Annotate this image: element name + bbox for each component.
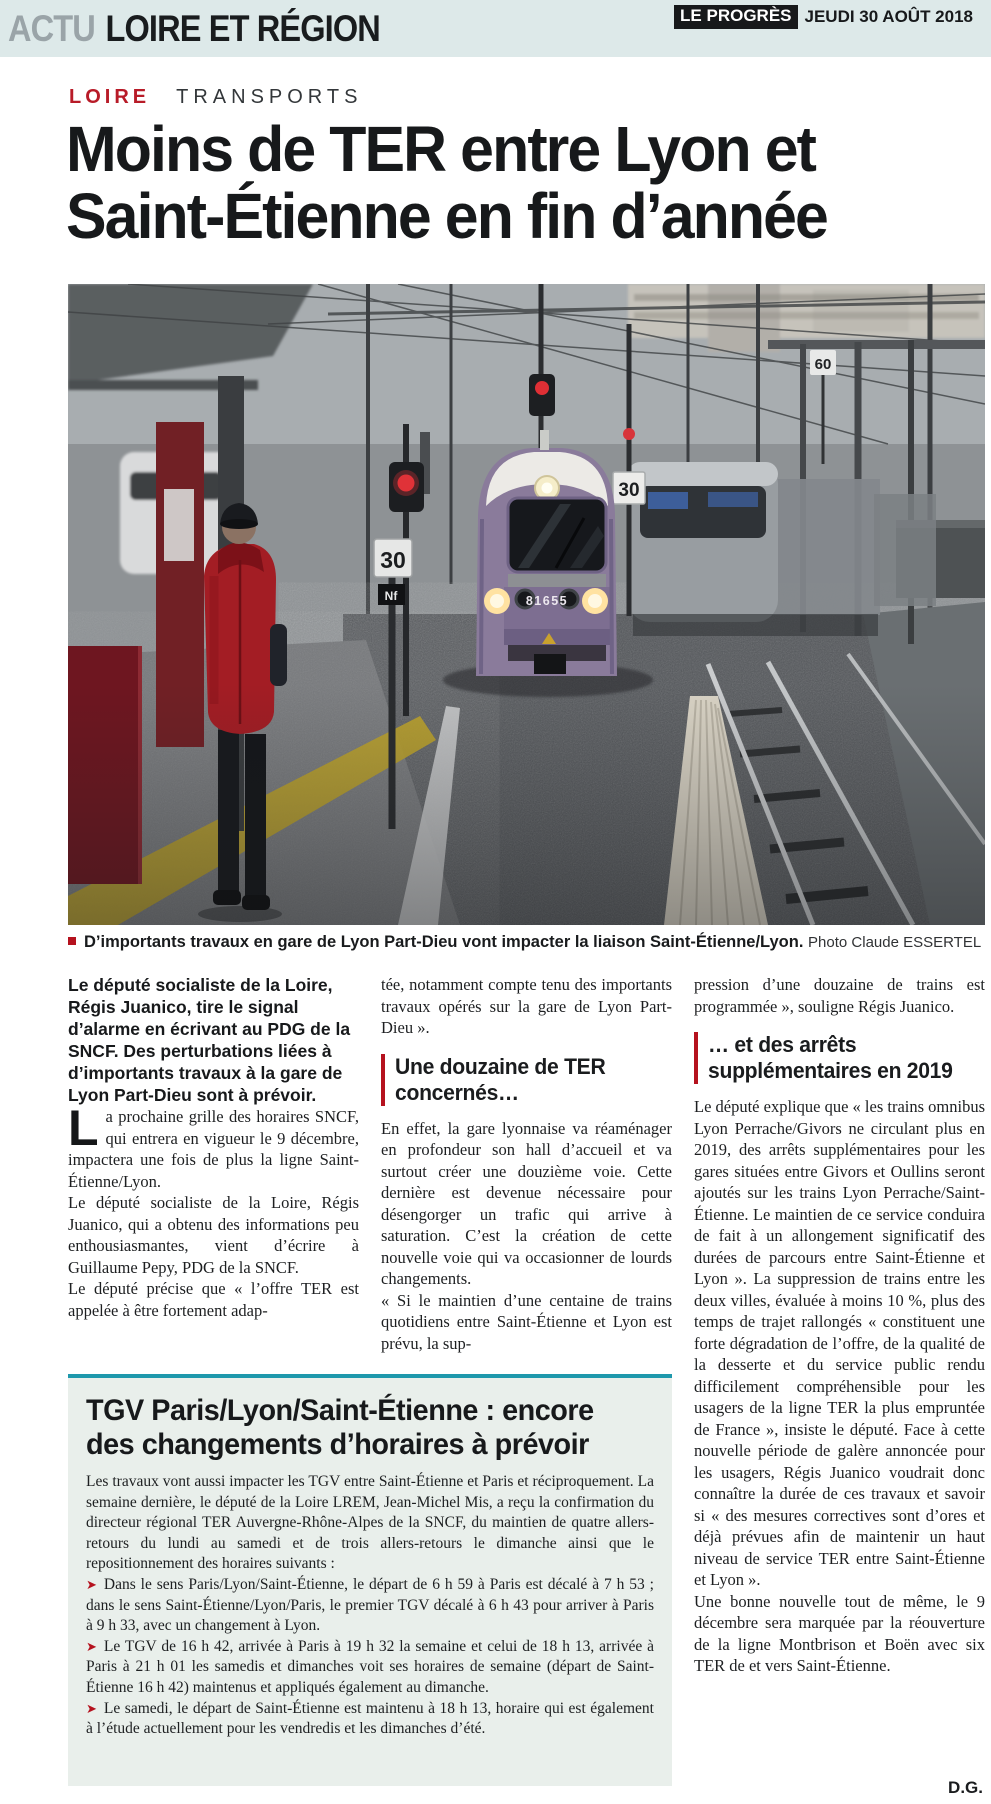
section-title	[8, 9, 380, 49]
body-paragraph: Le député socialiste de la Loire, Régis Juanico, qui a obtenu des informations peu enthousiasmantes, vient d’écrire à Guillaume Pepy, PDG de la SNCF.	[68, 1193, 359, 1277]
subhead-arrets-2019	[694, 1032, 985, 1084]
body-paragraph: tée, notamment compte tenu des importants travaux opérés sur la gare de Lyon Part-Dieu ».	[381, 975, 672, 1037]
article-column-2	[381, 974, 672, 1372]
headline	[66, 113, 867, 252]
newspaper-brand: LE PROGRÈS	[674, 5, 797, 29]
bullet-text: Dans le sens Paris/Lyon/Saint-Étienne, le départ de 6 h 59 à Paris est décalé à 7 h 53 ; dans le sens Saint-Étienne/Lyon/Paris, le premier TGV décalé à 6 h 43 pour arriver à Paris à 9 h 33, avec un changement à Lyon.	[86, 1575, 654, 1635]
bullet-text: Le TGV de 16 h 42, arrivée à Paris à 19 h 32 la semaine et celui de 18 h 13, arrivée à Paris à 21 h 01 les samedis et dimanches voit ses horaires de semaine (départ de Saint-Étienne 16 h 42) maintenus et appliqués également au dimanche.	[86, 1637, 654, 1696]
masthead	[674, 5, 973, 29]
box-bullet	[86, 1699, 654, 1740]
body-paragraph: pression d’une douzaine de trains est programmée », souligne Régis Juanico.	[694, 975, 985, 1016]
body-paragraph: Le député explique que « les trains omnibus Lyon Perrache/Givors ne circulant plus en 2019, des arrêts supplémentaires pour les gares situées entre Givors et Oullins seront ajoutés sur les trains Lyon Perrache/Saint-Étienne. Le maintien de ce service conduira de fait à un allongement significatif des durées de parcours entre Saint-Étienne et Lyon ». La suppression de trains entre les deux villes, évaluée à moins 10 %, plus des temps de trajet rallongés « constituent une forte dégradation de l’offre, de la qualité de la desserte et du service public rendu difficilement compréhensible pour les usagers de la ligne TER la plus empruntée de France », insiste le député. Face à cette nouvelle période de galère annoncée pour les usagers, Régis Juanico voudrait donc connaître la durée de ces travaux et savoir si « des mesures correctives sont d’ores et déjà prévues afin de maintenir un haut niveau de service TER entre Saint-Étienne et Lyon ».	[694, 1097, 985, 1589]
bullet-arrow-icon: ➤	[86, 1576, 97, 1592]
box-intro-paragraph: Les travaux vont aussi impacter les TGV entre Saint-Étienne et Paris et réciproquement. La semaine dernière, le député de la Loire LREM, Jean-Michel Mis, a reçu la confirmation du directeur régional TER Auvergne-Rhône-Alpes de la SNCF, du maintien de quatre allers-retours du lundi au samedi et de trois allers-retours le dimanche ainsi que le repositionnement des horaires suivants :	[86, 1473, 654, 1573]
body-paragraph: Le député précise que « l’offre TER est appelée à être fortement adap-	[68, 1279, 359, 1320]
kicker-topic: TRANSPORTS	[176, 86, 363, 108]
article-kicker	[69, 86, 362, 109]
section-name: LOIRE ET RÉGION	[105, 8, 380, 49]
kicker-department: LOIRE	[69, 86, 151, 108]
photo-credit: Photo Claude ESSERTEL	[808, 934, 982, 951]
subhead-douzaine-ter	[381, 1054, 672, 1106]
body-paragraph: En effet, la gare lyonnaise va réaménager en profondeur son hall d’accueil et va surtout créer une douzième voie. Cette dernière est devenue nécessaire pour désengorger un trafic qui arrive à saturation. C’est la création de cette nouvelle voie qui va occasionner de lourds changements.	[381, 1118, 672, 1288]
train-number-label: 81655	[525, 594, 569, 608]
box-bullet	[86, 1637, 654, 1699]
body-paragraph: Une bonne nouvelle tout de même, le 9 décembre sera marquée par la réouverture de la ligne Montbrison et Boën avec six TER de et vers Saint-Étienne.	[694, 1591, 985, 1675]
nf-sign-label: Nf	[384, 589, 398, 603]
box-title-line: TGV Paris/Lyon/Saint-Étienne : encore	[86, 1394, 594, 1427]
edition-date: JEUDI 30 AOÛT 2018	[804, 7, 973, 26]
bullet-arrow-icon: ➤	[86, 1700, 97, 1716]
speed-sign-right-label: 30	[618, 480, 640, 501]
tgv-sidebar-box	[68, 1374, 672, 1786]
box-bullet	[86, 1575, 654, 1637]
caption-text: D’importants travaux en gare de Lyon Part-Dieu vont impacter la liaison Saint-Étienne/Lyon.	[84, 933, 804, 951]
headline-line-1: Moins de TER entre Lyon et	[66, 113, 815, 185]
subhead-line: supplémentaires en 2019	[708, 1058, 953, 1083]
body-paragraph	[68, 1100, 359, 1192]
box-title-line: des changements d’horaires à prévoir	[86, 1428, 589, 1461]
article-column-1	[68, 974, 359, 1372]
photo-caption	[68, 931, 985, 954]
subhead-line: … et des arrêts	[708, 1032, 857, 1057]
drop-cap: L	[68, 1100, 99, 1156]
paragraph-text: a prochaine grille des horaires SNCF, qui entrera en vigueur le 9 décembre, impactera une fois de plus la ligne Saint-Étienne/Lyon.	[68, 1107, 359, 1191]
article-column-3	[694, 974, 985, 1800]
subhead-line: concernés…	[395, 1079, 519, 1105]
headline-line-2: Saint-Étienne en fin d’année	[66, 180, 827, 252]
bullet-text: Le samedi, le départ de Saint-Étienne est maintenu à 18 h 13, horaire qui est également à l’étude actuellement pour les vendredis et les dimanches d’été.	[86, 1699, 654, 1738]
bullet-arrow-icon: ➤	[86, 1638, 97, 1654]
body-paragraph: « Si le maintien d’une centaine de trains quotidiens entre Saint-Étienne et Lyon est prévu, la sup-	[381, 1290, 672, 1353]
article-photo	[68, 284, 985, 925]
red-signal-light	[398, 475, 415, 492]
subhead-line: Une douzaine de TER	[395, 1053, 606, 1079]
speed-sign-60-label: 60	[814, 356, 832, 373]
section-kicker: ACTU	[8, 8, 95, 49]
speed-sign-left-label: 30	[380, 547, 406, 573]
box-title	[86, 1394, 654, 1462]
author-initials: D.G.	[948, 1777, 983, 1797]
caption-bullet-square	[68, 937, 76, 945]
lead-paragraph: Le député socialiste de la Loire, Régis Juanico, tire le signal d’alarme en écrivant au PDG de la SNCF. Des perturbations liées à d’importants travaux à la gare de Lyon Part-Dieu sont à prévoir.	[68, 975, 351, 1105]
box-body	[86, 1472, 654, 1740]
